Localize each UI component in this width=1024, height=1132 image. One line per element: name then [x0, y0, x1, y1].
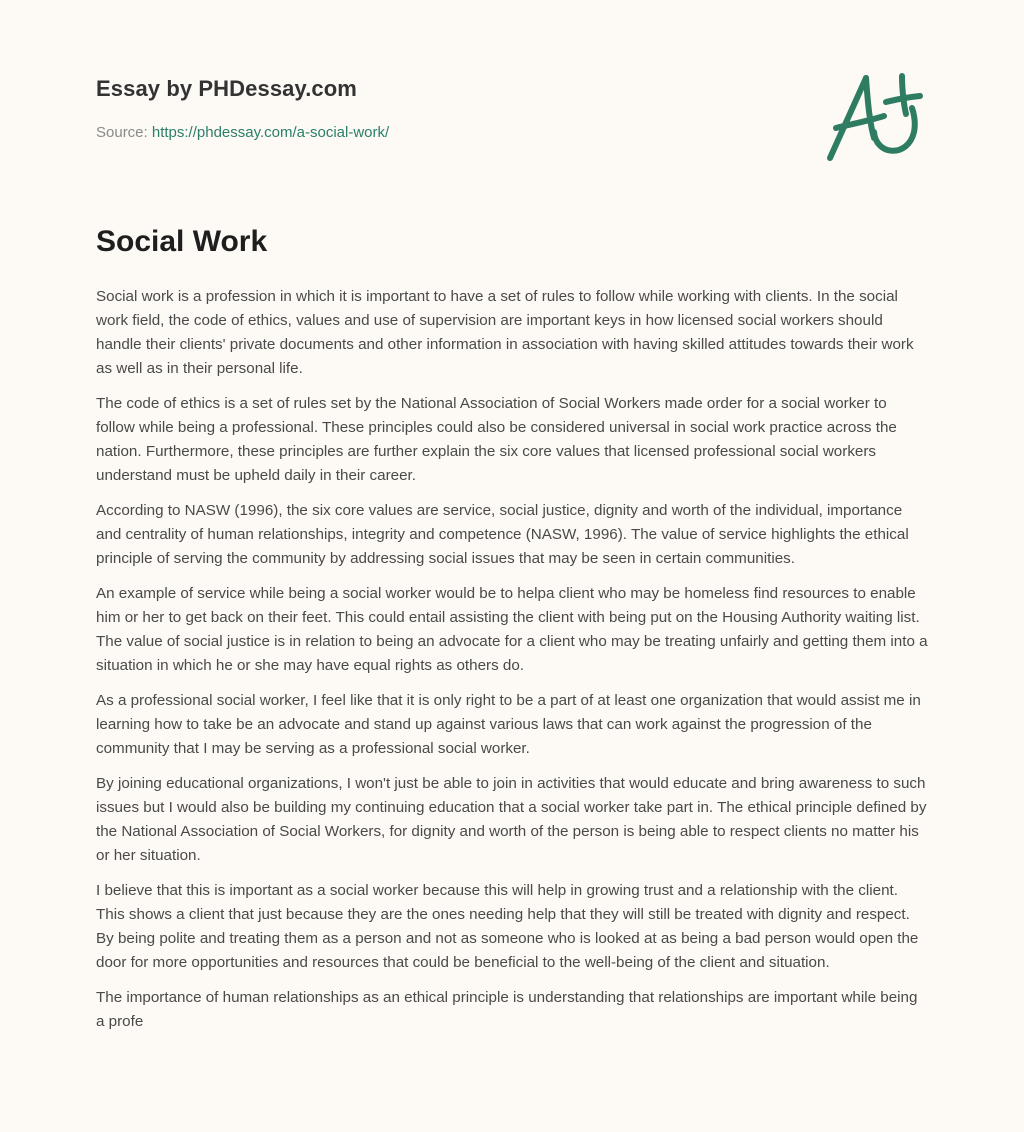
a-plus-grade-icon [822, 66, 932, 166]
site-title: Essay by PHDessay.com [96, 76, 357, 101]
essay-paragraph: The code of ethics is a set of rules set by the National Association of Social Workers made order for a social worker to follow while being a professional. These principles could also be considered universal in social work practice across the nation. Furthermore, these principles are further explain the six core values that licensed professional social workers understand must be upheld daily in their career. [96, 395, 897, 484]
essay-paragraph: As a professional social worker, I feel like that it is only right to be a part of at least one organization that would assist me in learning how to take be an advocate and stand up against various laws that can work against the progression of the community that I may be serving as a professional social worker. [96, 692, 921, 757]
essay-body [96, 285, 928, 1045]
essay-title: Social Work [96, 225, 268, 258]
source-label: Source: [96, 124, 148, 141]
source-link[interactable]: https://phdessay.com/a-social-work/ [151, 124, 390, 141]
essay-paragraph: I believe that this is important as a social worker because this will help in growing trust and a relationship with the client. This shows a client that just because they are the ones needing help that they will still be treated with dignity and respect. By being polite and treating them as a person and not as someone who is looked at as being a bad person would open the door for more opportunities and resources that could be beneficial to the well-being of the client and situation. [96, 882, 919, 971]
essay-paragraph: Social work is a profession in which it is important to have a set of rules to follow while working with clients. In the social work field, the code of ethics, values and use of supervision are important keys in how licensed social workers should handle their clients' private documents and other information in association with having skilled attitudes towards their work as well as in their personal life. [96, 288, 914, 377]
source-line [96, 124, 389, 141]
essay-paragraph: The importance of human relationships as an ethical principle is understanding that relationships are important while being a profe [96, 989, 918, 1030]
essay-paragraph: By joining educational organizations, I won't just be able to join in activities that would educate and bring awareness to such issues but I would also be building my continuing education that a social worker take part in. The ethical principle defined by the National Association of Social Workers, for dignity and worth of the person is being able to respect clients no matter his or her situation. [96, 775, 927, 864]
essay-paragraph: According to NASW (1996), the six core values are service, social justice, dignity and worth of the individual, importance and centrality of human relationships, integrity and competence (NASW, 1996). The value of service highlights the ethical principle of serving the community by addressing social issues that may be seen in certain communities. [96, 502, 909, 567]
essay-paragraph: An example of service while being a social worker would be to helpa client who may be homeless find resources to enable him or her to get back on their feet. This could entail assisting the client with being put on the Housing Authority waiting list. The value of social justice is in relation to being an advocate for a client who may be treating unfairly and getting them into a situation in which he or she may have equal rights as others do. [96, 585, 928, 674]
